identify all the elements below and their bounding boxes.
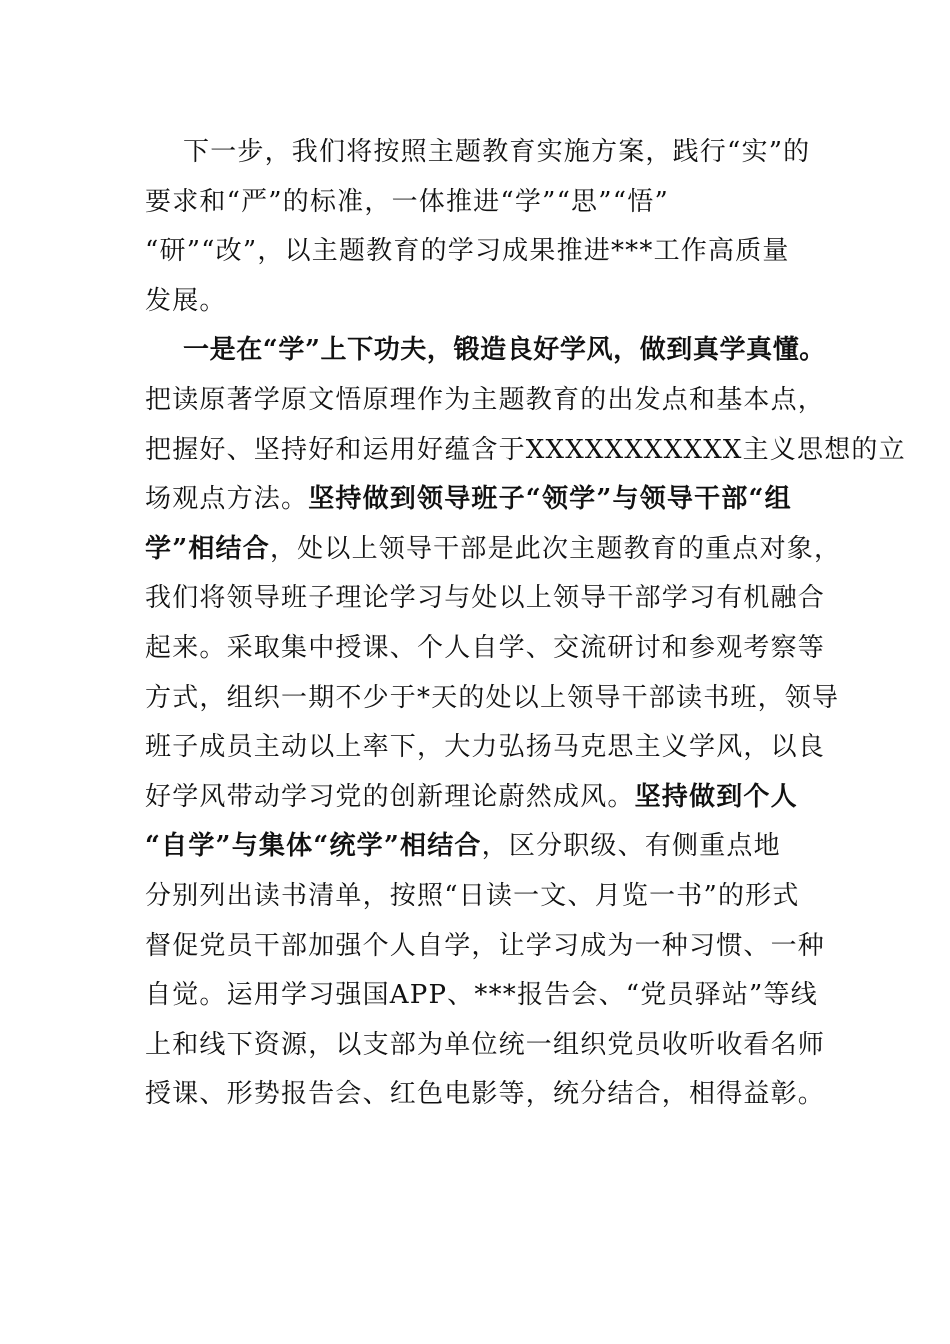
paragraph-2-line-8: 班子成员主动以上率下，大力弘扬马克思主义学风，以良 (145, 732, 826, 763)
paragraph-2-line-5: 我们将领导班子理论学习与处以上领导干部学习有机融合 (145, 583, 826, 614)
paragraph-2-line-13: 自觉。运用学习强国APP、***报告会、“党员驿站”等线 (145, 980, 818, 1011)
paragraph-1-line-2: 要求和“严”的标准，一体推进“学”“思”“悟” (145, 186, 669, 217)
bold-phrase: 坚持做到领导班子“领学”与领导干部“组 (308, 484, 792, 515)
bold-phrase: “自学”与集体“统学”相结合 (145, 831, 482, 862)
section-heading: 一是在“学”上下功夫，锻造良好学风，做到真学真懂。 (183, 335, 826, 366)
paragraph-2-line-12: 督促党员干部加强个人自学，让学习成为一种习惯、一种 (145, 930, 826, 961)
paragraph-2-line-15: 授课、形势报告会、红色电影等，统分结合，相得益彰。 (145, 1079, 826, 1110)
paragraph-2-line-4 (145, 525, 842, 575)
paragraph-1-line-1: 下一步，我们将按照主题教育实施方案，践行“实”的 (183, 137, 811, 167)
text-segment: ，区分职级、有侧重点地 (481, 831, 781, 862)
text-segment: 好学风带动学习党的创新理论蔚然成风。 (145, 781, 635, 812)
paragraph-1-line-4: 发展。 (145, 285, 227, 316)
paragraph-2-line-11: 分别列出读书清单，按照“日读一文、月览一书”的形式 (145, 880, 800, 911)
paragraph-2-line-14: 上和线下资源，以支部为单位统一组织党员收听收看名师 (145, 1029, 826, 1060)
bold-phrase: 学”相结合 (145, 533, 270, 564)
paragraph-2-line-10 (145, 822, 815, 872)
paragraph-1-line-3: “研”“改”，以主题教育的学习成果推进***工作高质量 (145, 236, 790, 267)
document-page (145, 128, 906, 1120)
text-segment: ，处以上领导干部是此次主题教育的重点对象， (269, 533, 842, 564)
paragraph-2-line-2: 把握好、坚持好和运用好蕴含于XXXXXXXXXXX主义思想的立 (145, 434, 906, 465)
bold-phrase: 坚持做到个人 (634, 781, 798, 812)
paragraph-2-line-7: 方式，组织一期不少于*天的处以上领导干部读书班，领导 (145, 682, 840, 713)
paragraph-2-line-1: 把读原著学原文悟原理作为主题教育的出发点和基本点， (145, 384, 826, 415)
text-segment: 场观点方法。 (145, 484, 309, 515)
paragraph-2-line-6: 起来。采取集中授课、个人自学、交流研讨和参观考察等 (145, 632, 826, 663)
paragraph-2-line-9 (145, 773, 815, 823)
paragraph-2-line-3 (145, 475, 815, 525)
